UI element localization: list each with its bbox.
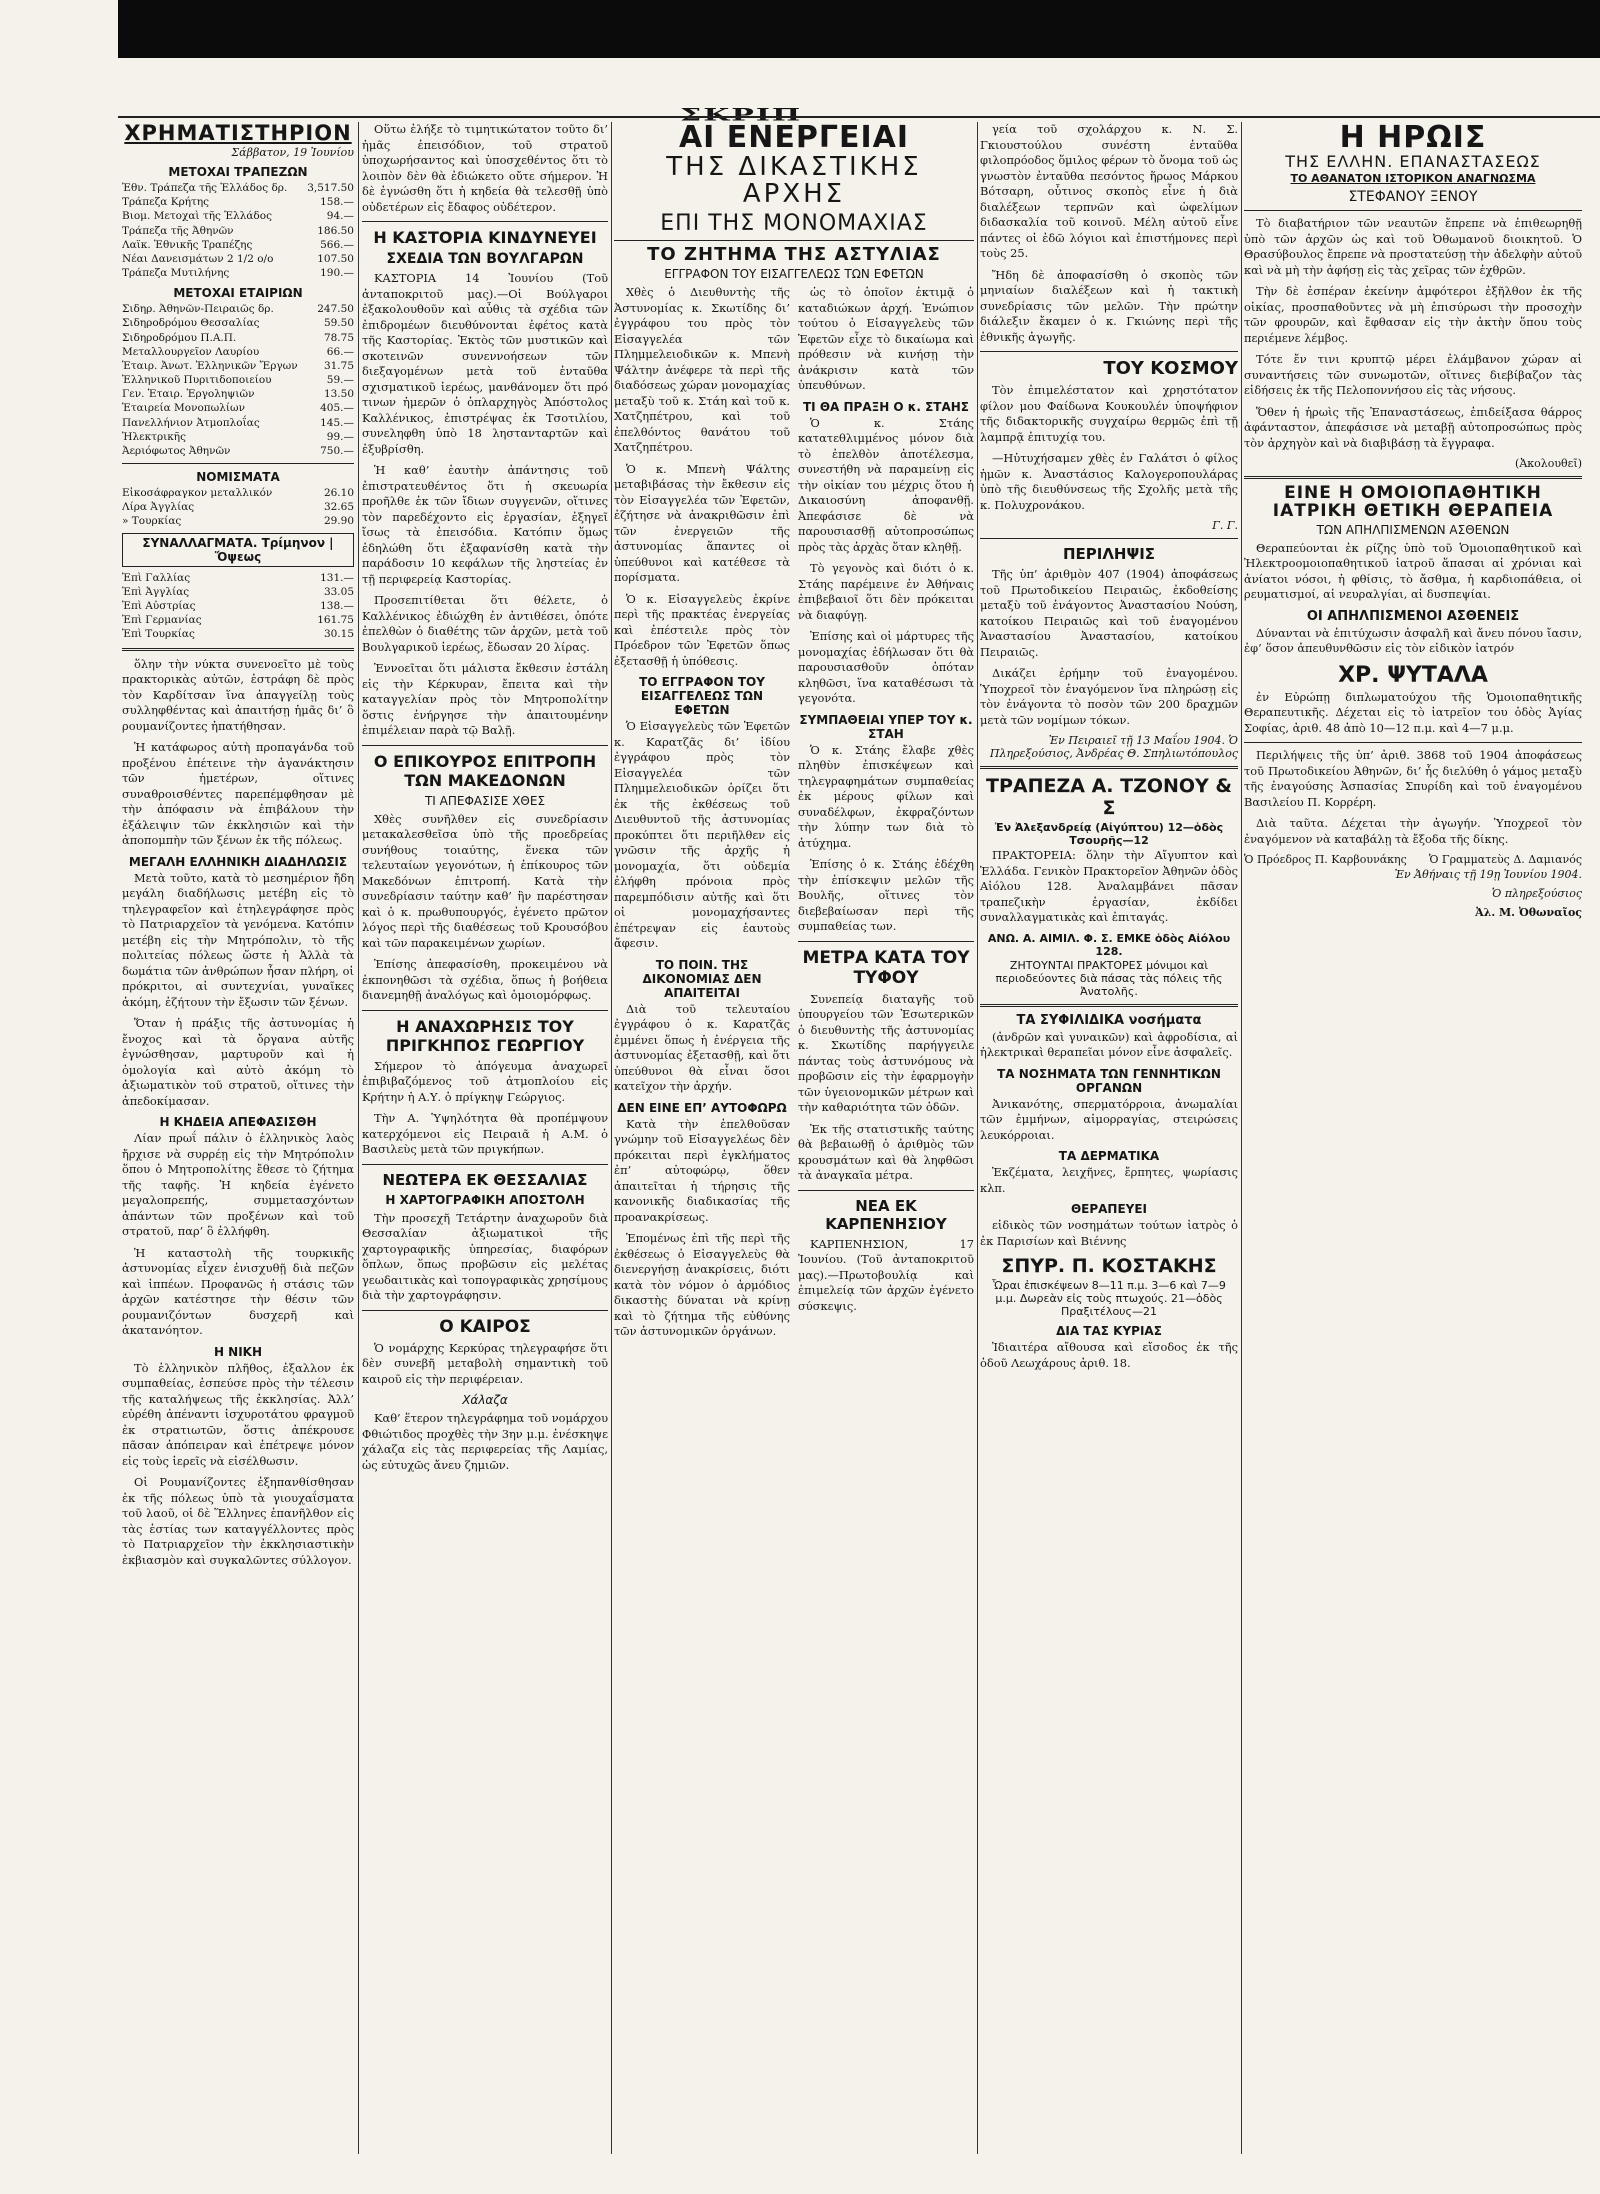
paragraph: ΠΡΑΚΤΟΡΕΙΑ: ὅλην τὴν Αἴγυπτον καὶ Ἑλλάδα. Γενικὸν Πρακτορεῖον Ἀθηνῶν ὁδὸς Αἰόλου 128. Ἀναλαμβάνει πᾶσαν τραπεζικὴν ἐργασίαν, ἐκδίδει συναλλαγματικὰς καὶ ἐπιταγάς. (980, 848, 1238, 924)
table-row: Σιδηρ. Ἀθηνῶν-Πειραιῶς δρ. 247.50 (122, 303, 354, 316)
table-row: Ἐπὶ Γερμανίας 161.75 (122, 614, 354, 627)
section-heading: ΤΟ ΕΓΓΡΑΦΟΝ ΤΟΥ ΕΙΣΑΓΓΕΛΕΩΣ ΤΩΝ ΕΦΕΤΩΝ (639, 675, 765, 718)
table-row: Τράπεζα Μυτιλήνης 190.— (122, 267, 354, 280)
paragraph: Τὸ διαβατήριον τῶν νεαυτῶν ἔπρεπε νὰ ἐπιθεωρηθῇ ὑπὸ τῶν ἀρχῶν ὡς καὶ τοῦ Ὀθωμανοῦ διοικητοῦ. Ὁ Θρασύβουλος ἔπρεπε νὰ προστατεύσῃ τὴν ἀδελφὴν αὐτοῦ καὶ νὰ μὴ τὴν ἀφήσῃ εἰς τὰς χεῖρας τῶν ἐχθρῶν. (1244, 216, 1582, 277)
section-heading: Η ΝΙΚΗ (213, 1344, 263, 1359)
paragraph: Συνεπείᾳ διαταγῆς τοῦ ὑπουργείου τῶν Ἐσωτερικῶν ὁ διευθυντὴς τῆς ἀστυνομίας κ. Σκωτίδης παρήγγειλε πάντας τοὺς ἀστυνόμους νὰ προβῶσιν εἰς τὴν ἐφαρμογὴν τῶν ὑγειονομικῶν μέτρων καὶ τὴν καθαριότητα τῶν ὁδῶν. (798, 991, 974, 1115)
table-row: Ἐπὶ Ἀγγλίας 33.05 (122, 585, 354, 598)
committee-subheadline: ΤΙ ΑΠΕΦΑΣΙΣΕ ΧΘΕΣ (424, 793, 546, 808)
paragraph: Τότε ἔν τινι κρυπτῷ μέρει ἐλάμβανον χώραν αἱ συναντήσεις τῶν συνωμοτῶν, οἵτινες διεβίβαζον τὰς εἰδήσεις ἐκ τῆς Πελοποννήσου εἰς τὰς νήσους. (1244, 352, 1582, 398)
weather-headline: Ο ΚΑΙΡΟΣ (439, 1316, 531, 1337)
section-heading: ΔΕΝ ΕΙΝΕ ΕΠ’ ΑΥΤΟΦΩΡΩ (617, 1100, 787, 1115)
table-row: Ἑταιρ. Ἀνωτ. Ἐλληνικῶν Ἔργων 31.75 (122, 359, 354, 372)
table-row: Εἰκοσάφραγκον μεταλλικόν 26.10 (122, 487, 354, 500)
paragraph: Τῆς ὑπ’ ἀριθμὸν 407 (1904) ἀποφάσεως τοῦ Πρωτοδικείου Πειραιῶς, ἐκδοθείσης μεταξὺ τοῦ ἐνάγοντος Ἀναστασίου Νούση, κατοίκου Πειραιῶς καὶ τοῦ ἐναγομένου Ἀναστασίου Ἀναστασίου, κατοίκου Πειραιῶς. (980, 567, 1238, 659)
hail-subheading: Χάλαζα (462, 1393, 508, 1407)
paragraph: Ἰδιαιτέρα αἴθουσα καὶ εἴσοδος ἐκ τῆς ὁδοῦ Λεωχάρους ἀριθ. 18. (980, 1340, 1238, 1370)
table-row: Ἑταιρεία Μονοπωλίων 405.— (122, 402, 354, 415)
ad-heading: ΤΑ ΝΟΣΗΜΑΤΑ ΤΩΝ ΓΕΝΝΗΤΙΚΩΝ ΟΡΓΑΝΩΝ (997, 1066, 1221, 1095)
paragraph: Ἐπίσης καὶ οἱ μάρτυρες τῆς μονομαχίας ἐδήλωσαν ὅτι θὰ παρουσιασθοῦν ὁπόταν κληθῶσι, ἵνα καταθέσωσι τὰ γεγονότα. (798, 629, 974, 706)
masthead: ΣΚΡΙΠ (680, 105, 803, 126)
karpenisi-headline: ΝΕΑ ΕΚ ΚΑΡΠΕΝΗΣΙΟΥ (825, 1196, 947, 1233)
companies-table (122, 302, 354, 458)
notice-headline: ΠΕΡΙΛΗΨΙΣ (1062, 545, 1156, 563)
signature-date: Ἐν Ἀθήναις τῇ 19ῃ Ἰουνίου 1904. (1394, 868, 1582, 882)
table-row: Γεν. Ἑταιρ. Ἐργοληψιῶν 13.50 (122, 388, 354, 401)
table-row: Τράπεζα Κρήτης 158.— (122, 196, 354, 209)
paragraph: Περιλήψεις τῆς ὑπ’ ἀριθ. 3868 τοῦ 1904 ἀποφάσεως τοῦ Πρωτοδικείου Ἀθηνῶν, δι’ ἧς διελύθη ὁ γάμος μεταξὺ τῆς ἐναγούσης Ἀσπασίας Σπυρίδη καὶ τοῦ ἐναγομένου Βασιλείου Π. Κορρέρη. (1244, 748, 1582, 809)
paragraph: Τὴν προσεχῆ Τετάρτην ἀναχωροῦν διὰ Θεσσαλίαν ἀξιωματικοὶ τῆς χαρτογραφικῆς ὑπηρεσίας, διαφόρων ὅπλων, ὅπως προβῶσιν εἰς μελέτας γεωδαιτικὰς καὶ τοπογραφικὰς χρησίμους διὰ τὴν χαρτογράφησιν. (362, 1210, 608, 1302)
paragraph: Τὸ ἑλληνικὸν πλῆθος, ἐξαλλον ἐκ συμπαθείας, ἐσπεύσε πρὸς τὴν τέλεσιν τῆς καταλήψεως τῆς ἐκκλησίας. Ἀλλ’ εὑρέθη ἀπέναντι ἰσχυροτάτου φραγμοῦ ἐκ στρατιωτῶν, ὅστις ἀπέκρουσε πᾶσαν ἀπόπειραν καὶ ἐπέτρεψε μόνον εἰς τοὺς ἱερεῖς νὰ εἰσέλθωσιν. (122, 1360, 354, 1468)
paragraph: Τὴν δὲ ἐσπέραν ἐκείνην ἀμφότεροι ἐξῆλθον ἐκ τῆς οἰκίας, προσπαθοῦντες νὰ μὴ ἐπισύρωσι τὴν προσοχὴν τῶν φρουρῶν, καὶ ἔφθασαν εἰς τὴν ἀκτὴν ὅπου τοὺς περιέμενε λέμβος. (1244, 284, 1582, 345)
section-heading: ΣΥΜΠΑΘΕΙΑΙ ΥΠΕΡ ΤΟΥ κ. ΣΤΑΗ (799, 712, 973, 741)
ad-heading: ΔΙΑ ΤΑΣ ΚΥΡΙΑΣ (1056, 1324, 1162, 1338)
paragraph: γεία τοῦ σχολάρχου κ. Ν. Σ. Γκιουστούλου συνέστη ἐνταῦθα φιλοπρόοδος ὅμιλος φέρων τὸ ὄνομα τοῦ ὡς γνωστὸν ἐνταῦθα πεσόντος ἥρωος Μάρκου Βότσαρη, οὗτινος σκοπὸς εἶνε ἡ διὰ διαλέξεων τερπνῶν καὶ ὠφελίμων διδασκαλία τοῦ κοινοῦ. Μέλη αὐτοῦ εἶνε πάντες οἱ ἐδῶ λόγιοι καὶ ἐπιστήμονες περὶ τοὺς 25. (980, 122, 1238, 260)
paragraph: Ἐπίσης ἀπεφασίσθη, προκειμένου νὰ ἐκπονηθῶσι τὰ σχέδια, ὅπως ἡ βοήθεια διανεμηθῇ ἀναλόγως καὶ ὁμοιομόρφως. (362, 957, 608, 1002)
paragraph: Δύνανται νὰ ἐπιτύχωσιν ἀσφαλῆ καὶ ἄνευ πόνου ἴασιν, ἐφ’ ὅσον ἀπευθυνθῶσιν εἰς τὸν εἰδικὸν ἰατρόν (1244, 625, 1582, 656)
homeopathy-ad-title-2: ΙΑΤΡΙΚΗ ΘΕΤΙΚΗ ΘΕΡΑΠΕΙΑ (1272, 501, 1554, 522)
table-row: Τράπεζα τῆς Ἀθηνῶν 186.50 (122, 224, 354, 237)
committee-headline: Ο ΕΠΙΚΟΥΡΟΣ ΕΠΙΤΡΟΠΗ ΤΩΝ ΜΑΚΕΔΟΝΩΝ (373, 751, 597, 790)
paragraph: Κατὰ τὴν ἐπελθοῦσαν γνώμην τοῦ Εἰσαγγελέως δὲν πρόκειται περὶ ἐγκλήματος ἐπ’ αὐτοφώρῳ, ὅθεν ἀπαιτεῖται ἡ τήρησις τῆς κανονικῆς διαδικασίας τῆς προανακρίσεως. (614, 1116, 790, 1224)
thessaly-headline: ΝΕΩΤΕΡΑ ΕΚ ΘΕΣΣΑΛΙΑΣ (382, 1170, 588, 1189)
serial-title: Η ΗΡΩΙΣ (1339, 122, 1487, 155)
table-row: Ἑλληνικοῦ Πυριτιδοποιείου 59.— (122, 374, 354, 387)
table-row: Ἐπὶ Τουρκίας 30.15 (122, 628, 354, 641)
table-row: Ἀεριόφωτος Ἀθηνῶν 750.— (122, 444, 354, 457)
lead-headline-4: ΤΟ ΖΗΤΗΜΑ ΤΗΣ ΑΣΤΥΛΙΑΣ (647, 244, 941, 266)
table-row: Πανελλήνιον Ἀτμοπλοΐας 145.— (122, 416, 354, 429)
exchange-table (122, 571, 354, 642)
table-row: » Τουρκίας 29.90 (122, 515, 354, 528)
column-notices (980, 122, 1238, 2154)
paragraph: Σήμερον τὸ ἀπόγευμα ἀναχωρεῖ ἐπιβιβαζόμενος τοῦ ἀτμοπλοίου εἰς Κρήτην ἡ Α.Υ. ὁ πρίγκηψ Γεώργιος. (362, 1058, 608, 1104)
section-heading: Η ΚΗΔΕΙΑ ΑΠΕΦΑΣΙΣΘΗ (159, 1115, 317, 1130)
paragraph: Διὰ τοῦ τελευταίου ἐγγράφου ὁ κ. Καρατζᾶς ἐμμένει ὅπως ἡ ἐνέργεια τῆς ἀστυνομίας ἐξετασθῇ, καὶ ὅτι ὑπεύθυνοι θὰ εἶναι ὅσοι κατεῖχον τὴν ἀρχήν. (614, 1001, 790, 1094)
paragraph: Τὴν Α. Ὑψηλότητα θὰ προπέμψουν κατερχόμενοι εἰς Πειραιᾶ ἡ Α.Μ. ὁ Βασιλεὺς μετὰ τῶν πριγκήπων. (362, 1111, 608, 1156)
thessaly-subheadline: Η ΧΑΡΤΟΓΡΑΦΙΚΗ ΑΠΟΣΤΟΛΗ (385, 1192, 585, 1207)
paragraph: Ὁ κ. Μπενὴ Ψάλτης μεταβιβάσας τὴν ἔκθεσιν εἰς τὸν Εἰσαγγελέα τῶν Ἐφετῶν, ἐζήτησε νὰ ἀνακριθῶσιν ἐπὶ τῶν ἐνεργειῶν τῆς ἀστυνομίας ἅπαντες οἱ ὑπεύθυνοι καὶ κατέθεσε τὰ πορίσματα. (614, 461, 790, 585)
column-serial (1244, 122, 1582, 2154)
table-row: Ἐθν. Τράπεζα τῆς Ἑλλάδος δρ. 3,517.50 (122, 182, 354, 195)
paragraph: Οὕτω ἐλήξε τὸ τιμητικώτατον τοῦτο δι’ ἡμᾶς ἐπεισόδιον, τοῦ στρατοῦ ὑποχωρήσαντος καὶ ὑποσχεθέντος ὅτι τὸ λοιπὸν δὲν θὰ ἐδιώκετο οὔτε σήμερον. Ἡ δὲ ἐγνώσθη ὅτι ἡ κηδεία θὰ τελεσθῇ ὑπὸ οὐδετέρων εἰς ἔδαφος οὐδέτερον. (362, 122, 608, 214)
column-stock-exchange (122, 122, 354, 2154)
exchange-heading: ΣΥΝΑΛΛΑΓΜΑΤΑ. Τρίμηνον | Ὄψεως (122, 533, 354, 567)
serial-author: ΣΤΕΦΑΝΟΥ ΞΕΝΟΥ (1348, 189, 1478, 206)
column-divider (977, 122, 978, 2154)
table-row: Σιδηροδρόμου Θεσσαλίας 59.50 (122, 317, 354, 330)
paragraph: Ἑπομένως ἐπὶ τῆς περὶ τῆς ἐκθέσεως ὁ Εἰσαγγελεὺς θὰ διενεργήσῃ ἀνακρίσεις, διότι κατὰ τὸν νόμον ὁ ἀρμόδιος δικαστὴς δύναται νὰ κρίνῃ καὶ τὸ ζήτημα τῆς εὐθύνης τῶν ἀστυνομικῶν ὀργάνων. (614, 1231, 790, 1339)
column-divider (611, 122, 612, 2154)
paragraph: Οἱ Ρουμανίζοντες ἐξηπανθίσθησαν ἐκ τῆς πόλεως ὑπὸ τὰ γιουχαΐσματα τοῦ λαοῦ, οἱ δὲ Ἕλληνες ἐπανῆλθον εἰς τὰς ἑστίας των καταγγέλλοντες πρὸς τὸ Πατριαρχεῖον τὴν ἐκκλησιαστικὴν ἐκβιασμὸν καὶ συγκαλῶντες σύλλογον. (122, 1475, 354, 1567)
homeopathy-ad-subtitle: ΤΩΝ ΑΠΗΛΠΙΣΜΕΝΩΝ ΑΣΘΕΝΩΝ (1316, 522, 1510, 537)
table-row: Νέαι Δανεισμάτων 2 1/2 ο/ο 107.50 (122, 252, 354, 265)
paragraph: Ὁ Εἰσαγγελεὺς τῶν Ἐφετῶν κ. Καρατζᾶς δι’ ἰδίου ἐγγράφου πρὸς τὸν Εἰσαγγελέα τῶν Πλημμελειοδικῶν ὁρίζει ὅτι ἐκ τῆς ἐκθέσεως τοῦ Διευθυντοῦ τῆς ἀστυνομίας προκύπτει ὅτι περιῆλθεν εἰς γνῶσιν τῆς ἀρχῆς ἡ μονομαχία, ὅτι οὐδεμία ἐλήφθη πρόνοια πρὸς παρεμπόδισιν αὐτῆς καὶ ὅτι οἱ μονομαχήσαντες ἐπέτρεψαν εἰς ἑαυτοὺς ἄφεσιν. (614, 719, 790, 951)
ad-heading: ΤΑ ΔΕΡΜΑΤΙΚΑ (1058, 1149, 1160, 1163)
serial-subtitle: ΤΗΣ ΕΛΛΗΝ. ΕΠΑΝΑΣΤΑΣΕΩΣ (1285, 151, 1541, 171)
paragraph: Θεραπεύονται ἐκ ρίζης ὑπὸ τοῦ Ὁμοιοπαθητικοῦ καὶ Ἠλεκτροομοιοπαθητικοῦ ἰατροῦ ἅπασαι αἱ χρόνιαι καὶ ἀνίατοι νόσοι, ἡ φθίσις, τὸ ἄσθμα, ἡ καρδιοπάθεια, οἱ ρευματισμοί, αἱ νευραλγίαι, αἱ δυσπεψίαι. (1244, 540, 1582, 602)
paragraph: Χθὲς ὁ Διευθυντὴς τῆς Ἀστυνομίας κ. Σκωτίδης δι’ ἐγγράφου του πρὸς τὸν Εἰσαγγελέα τῶν Πλημμελειοδικῶν κ. Μπενὴ Ψάλτην ἀνέφερε τὰ περὶ τῆς διαδόσεως χώραν μονομαχίας μεταξὺ τοῦ κ. Στάη καὶ τοῦ κ. Χατζηπέτρου, καὶ τοῦ ἐπελθόντος θανάτου τοῦ Χατζηπέτρου. (614, 285, 790, 455)
section-heading: ΤΙ ΘΑ ΠΡΑΞΗ Ο κ. ΣΤΑΗΣ (803, 399, 969, 414)
stock-exchange-date: Σάββατον, 19 Ἰουνίου (231, 146, 354, 160)
table-row: Βιομ. Μετοχαὶ τῆς Ἑλλάδος 94.— (122, 210, 354, 223)
column-divider (1241, 122, 1242, 2154)
office-hours: Ὧραι ἐπισκέψεων 8—11 π.μ. 3—6 καὶ 7—9 μ.μ. Δωρεὰν εἰς τοὺς πτωχούς. 21—ὁδὸς Πραξιτέλους—21 (992, 1279, 1226, 1318)
column-divider (358, 122, 359, 2154)
ad-heading: ΘΕΡΑΠΕΥΕΙ (1070, 1202, 1148, 1216)
bank-ad-title: ΤΡΑΠΕΖΑ Α. ΤΖΟΝΟΥ & Σ (986, 775, 1232, 819)
coins-table (122, 486, 354, 529)
signature-attorney-label: Ὁ πληρεξούσιος (1491, 887, 1582, 901)
paragraph: Ὁ κ. Στάης κατατεθλιμμένος μόνον διὰ τὸ ἐπελθὸν ἀποτέλεσμα, συνεστήθη νὰ παραμείνῃ εἰς τὴν οἰκίαν του μέχρις ὅτου ἡ Δικαιοσύνη ἀποφανθῇ. Ἀπεφάσισε δὲ νὰ παρουσιασθῇ αὐτοπροσώπως πρὸς τὰς ἀρχὰς ὅταν κληθῇ. (798, 415, 974, 554)
doctor-name: ΧΡ. ΨΥΤΑΛΑ (1338, 662, 1488, 688)
lead-headline-3: ΕΠΙ ΤΗΣ ΜΟΝΟΜΑΧΙΑΣ (660, 211, 928, 237)
paragraph: Ὅθεν ἡ ἡρωὶς τῆς Ἐπαναστάσεως, ἐπιδείξασα θάρρος ἀφάνταστον, ἀπεφάσισε νὰ μεταβῇ αὐτοπροσώπως πρὸς τὸν ἀρχηγὸν καὶ νὰ διαβιβάσῃ τὰ ἔγγραφα. (1244, 404, 1582, 450)
paragraph: Δικάζει ἐρήμην τοῦ ἐναγομένου. Ὑποχρεοῖ τὸν ἐναγόμενον ἵνα πληρώσῃ εἰς τὸν ἐνάγοντα τὸ ποσὸν τῶν 200 δραχμῶν μετὰ τῶν νομίμων τόκων. (980, 666, 1238, 727)
paragraph: Ὁ κ. Στάης ἔλαβε χθὲς πληθὺν ἐπισκέψεων καὶ τηλεγραφημάτων συμπαθείας ἐκ μέρους φίλων καὶ συναδέλφων, ἐκφραζόντων τὴν λύπην των διὰ τὸ ἀτύχημα. (798, 742, 974, 850)
bank-ad-agents: ΖΗΤΟΥΝΤΑΙ ΠΡΑΚΤΟΡΕΣ μόνιμοι καὶ περιοδεύοντες διὰ πάσας τὰς πόλεις τῆς Ἀνατολῆς. (995, 958, 1223, 998)
paragraph: Τὸν ἐπιμελέστατον καὶ χρηστότατον φίλον μου Φαίδωνα Κουκουλέν ὑποψήφιον τῆς διδακτορικῆς συγχαίρω θερμῶς ἐπὶ τῇ λαμπρᾷ ἐπιτυχίᾳ του. (980, 383, 1238, 444)
paragraph: —Ηὐτυχήσαμεν χθὲς ἐν Γαλάτσι ὁ φίλος ἡμῶν κ. Ἀναστάσιος Καλογεροπουλάρας ὑπὸ τῆς διευθύνσεως τῆς Σχολῆς μετὰ τῆς κ. Πολυχρονάκου. (980, 451, 1238, 512)
paragraph: Ἐννοεῖται ὅτι μάλιστα ἔκθεσιν ἐστάλη εἰς τὴν Κέρκυραν, ἔπειτα καὶ τὴν καταγγελίαν πρὸς τὸν Μητροπολίτην ὅστις ἐνήργησε τὴν ἀπαιτουμένην ἐπιμέλειαν παρὰ τῷ Βαλῇ. (362, 661, 608, 737)
paragraph: Μετὰ τοῦτο, κατὰ τὸ μεσημέριον ἤδη μεγάλη διαδήλωσις μετέβη εἰς τὸ τηλεγραφεῖον καὶ ἐτηλεγράφησε πρὸς τὸ Πατριαρχεῖον τὰ γενόμενα. Κατόπιν μετέβη εἰς τὴν Μητρόπολιν, τὸ τῆς πολιτείας πόλεως ὥστε ἡ Ἀλλὰ τὰ δωμάτια τῶν ἀνθρώπων ἦσαν πλήρη, οἱ πρόκριτοι, αἱ συντεχνίαι, γυναῖκες ἀκόμη, ἐζήτουν τὴν ἔξωσιν τῶν ξένων. (122, 870, 354, 1009)
table-row: Ἐπὶ Γαλλίας 131.— (122, 571, 354, 584)
paragraph: Ἀνικανότης, σπερματόρροια, ἀνωμαλίαι τῶν ἐμμήνων, αἱμορραγίας, στειρώσεις λευκόρροιαι. (980, 1096, 1238, 1142)
signature: Ἐν Πειραιεῖ τῇ 13 Μαΐου 1904. Ὁ Πληρεξούσιος, Ἀνδρέας Θ. Σπηλιωτόπουλος (989, 734, 1238, 760)
paragraph: Ἡ κατάφωρος αὐτὴ προπαγάνδα τοῦ προξένου ἐπέτεινε τὴν ἀγανάκτησιν τῶν ἡμετέρων, οἵτινες συναθροισθέντες παρεπέμφθησαν μὲ τὴν ἀπόφασιν νὰ ἐπιβάλουν τὴν ἐξάλειψιν τῶν ἐκκλησιῶν καὶ τὴν ἀποπομπὴν τῶν ξένων ἐκ τῆς πόλεως. (122, 740, 354, 848)
table-row: Λαϊκ. Ἐθνικῆς Τραπέζης 566.— (122, 238, 354, 251)
paragraph: ἐν Εὐρώπῃ διπλωματούχου τῆς Ὁμοιοπαθητικῆς Θεραπευτικῆς. Δέχεται εἰς τὸ ἰατρεῖον του ὁδὸς Ἀγίας Σοφίας, ἀριθ. 48 ἀπὸ 10—12 π.μ. καὶ 4—7 μ.μ. (1244, 689, 1582, 735)
paragraph: εἰδικὸς τῶν νοσημάτων τούτων ἰατρὸς ὁ ἐκ Παρισίων καὶ Βιέννης (980, 1218, 1238, 1248)
paragraph: Ἡ καθ’ ἑαυτὴν ἀπάντησις τοῦ ἐπιστρατευθέντος ὅτι ἡ σκευωρία προῆλθε ἐκ τῶν ἴδιων συγγενῶν, οἵτινες τὸν παρεδέχοντο εἰς ἐργασίαν, ἐξηγεῖ ἴσως τὰ ἐπεισόδια. Κατόπιν ὅμως ἐδηλώθη ὅτι ἐξαφανίσθη κατὰ τὴν παράδοσιν 10 κεφάλων τῆς ληστείας ἐν τῇ περιφερείᾳ Καστορίας. (362, 463, 608, 586)
paragraph: (ἀνδρῶν καὶ γυναικῶν) καὶ ἀφροδίσια, αἱ ἡλεκτρικαὶ θεραπεῖαι μόνον εἶνε ἀσφαλεῖς. (980, 1029, 1238, 1059)
prince-headline: Η ΑΝΑΧΩΡΗΣΙΣ ΤΟΥ ΠΡΙΓΚΗΠΟΣ ΓΕΩΡΓΙΟΥ (385, 1016, 585, 1055)
paragraph: Καθ’ ἕτερον τηλεγράφημα τοῦ νομάρχου Φθιώτιδος προχθὲς τὴν 3ην μ.μ. ἐνέσκηψε χάλαζα εἰς τὰς περιφερείας τῆς Λαμίας, ὡς εὐτυχῶς ἄνευ ζημιῶν. (362, 1411, 608, 1472)
column-lead-story (614, 122, 974, 2154)
table-row: Ἠλεκτρικῆς 99.— (122, 430, 354, 443)
paragraph: Ἤδη δὲ ἀποφασίσθη ὁ σκοπὸς τῶν μηνιαίων διαλέξεων καὶ ἡ τακτικὴ συνεδρίασις τῶν μελῶν. Τὴν πρώτην διάλεξιν ἔκαμεν ὁ κ. Γκιώνης περὶ τῆς ἐθνικῆς ἀγωγῆς. (980, 267, 1238, 344)
paragraph: ΚΑΡΠΕΝΗΣΙΟΝ, 17 Ἰουνίου. (Τοῦ ἀνταποκριτοῦ μας).—Πρωτοβουλίᾳ καὶ ἐπιμελείᾳ τῶν ἀρχῶν ἐγένετο σύσκεψις. (798, 1236, 974, 1313)
table-row: Ἐπὶ Αὐστρίας 138.— (122, 600, 354, 612)
lead-subheadline: ΕΓΓΡΑΦΟΝ ΤΟΥ ΕΙΣΑΓΓΕΛΕΩΣ ΤΩΝ ΕΦΕΤΩΝ (664, 267, 924, 282)
paragraph: Ἐπίσης ὁ κ. Στάης ἐδέχθη τὴν ἐπίσκεψιν μελῶν τῆς Βουλῆς, οἵτινες τὸν διεβεβαίωσαν περὶ τῆς συμπαθείας των. (798, 857, 974, 934)
serial-tagline: ΤΟ ΑΘΑΝΑΤΟΝ ΙΣΤΟΡΙΚΟΝ ΑΝΑΓΝΩΣΜΑ (1290, 172, 1536, 186)
paragraph: Τὸ γεγονὸς καὶ διότι ὁ κ. Στάης παρέμεινε ἐν Ἀθήναις ἐπιβεβαιοῖ ὅτι δὲν πρόκειται νὰ διαφύγῃ. (798, 561, 974, 622)
table-row: Μεταλλουργεῖον Λαυρίου 66.— (122, 345, 354, 358)
paragraph: Χθὲς συνῆλθεν εἰς συνεδρίασιν μετακαλεσθεῖσα ὑπὸ τῆς προεδρείας συνήθους τοιαύτης, ἕνεκα τῶν τελευταίων γεγονότων, ἡ ἐπίκουρος τῶν Μακεδόνων ἐπιτροπή. Κατὰ τὴν συνεδρίασιν ταύτην καθ’ ἣν παρέστησαν καὶ ὁ κ. πρωθυπουργός, ἐγένετο πρῶτον λόγος περὶ τῆς διαθέσεως τοῦ Κρουσόβου καὶ τῶν παρακειμένων χωρίων. (362, 811, 608, 950)
signature: Γ. Γ. (1212, 519, 1238, 532)
ad-heading: ΤΑ ΣΥΦΙΛΙΔΙΚΑ νοσήματα (1016, 1012, 1202, 1028)
coins-heading: ΝΟΜΙΣΜΑΤΑ (196, 470, 280, 485)
typhus-headline: ΜΕΤΡΑ ΚΑΤΑ ΤΟΥ ΤΥΦΟΥ (802, 947, 970, 988)
lead-headline-2: ΤΗΣ ΔΙΚΑΣΤΙΚΗΣ ΑΡΧΗΣ (666, 151, 922, 209)
doctor-name: ΣΠΥΡ. Π. ΚΟΣΤΑΚΗΣ (1001, 1255, 1217, 1277)
ad-heading: ΟΙ ΑΠΗΛΠΙΣΜΕΝΟΙ ΑΣΘΕΝΕΙΣ (1306, 608, 1520, 624)
banks-heading: ΜΕΤΟΧΑΙ ΤΡΑΠΕΖΩΝ (168, 165, 308, 180)
paragraph: Ἐκζέματα, λειχῆνες, ἔρπητες, ψωρίασις κλπ. (980, 1165, 1238, 1195)
paragraph: Προσεπιτίθεται ὅτι θέλετε, ὁ Καλλένικος ἐδιώχθη ἐν ἀντιθέσει, ὁπότε ἐπελθὼν ὁ διαθέτης τῶν ἀρχῶν, μετὰ τοῦ Βουλγαρικοῦ ἱερέως, ἔδωσαν 20 λίρας. (362, 593, 608, 654)
paragraph: Ἡ καταστολὴ τῆς τουρκικῆς ἀστυνομίας εἶχεν ἐνισχυθῇ διὰ πεζῶν καὶ ἱππέων. Προφανῶς ἡ στάσις τῶν ἀρχῶν κατέστησε τὴν θέσιν τῶν ρουμανιζόντων δυσχερῆ καὶ ἀκατανόητον. (122, 1245, 354, 1338)
world-headline: ΤΟΥ ΚΟΣΜΟΥ (1103, 358, 1238, 379)
paragraph: ΚΑΣΤΟΡΙΑ 14 Ἰουνίου (Τοῦ ἀνταποκριτοῦ μας).—Οἱ Βούλγαροι ἐξακολουθοῦν καὶ αὖθις τὰ σχέδια τῶν ἐπιδρομέων διευθύνονται ἐφέτος κατὰ τῆς Καστορίας. Ἐκτὸς τῶν μυστικῶν καὶ σκοτεινῶν συνεννοήσεων τῶν διεξαγομένων μετὰ τοῦ ἐνταῦθα σχισματικοῦ ἱερέως, μανθάνομεν ὅτι πρό τινων ἡμερῶν ὁ ὁπλαρχηγὸς Ἀπόστολος Καλλένικος, ἐπιστρέψας ἐκ Τσοτιλίου, συνεληφθη ὑπὸ 18 ληστανταρτῶν καὶ ἐξυβρίσθη. (362, 271, 608, 456)
paragraph: Διὰ ταῦτα. Δέχεται τὴν ἀγωγήν. Ὑποχρεοῖ τὸν ἐναγόμενον νὰ καταβάλῃ τὰ ἔξοδα τῆς δίκης. (1244, 816, 1582, 846)
signature-secretary: Ὁ Γραμματεὺς Δ. Δαμιανός (1428, 853, 1582, 867)
kastoria-subheadline: ΣΧΕΔΙΑ ΤΩΝ ΒΟΥΛΓΑΡΩΝ (386, 251, 584, 267)
paragraph: ὡς τὸ ὁποῖον ἐκτιμᾷ ὁ καταδιώκων ἀρχή. Ἐνώπιον τούτου ὁ Εἰσαγγελεὺς τῶν Ἐφετῶν εἶχε τὸ δικαίωμα καὶ πρόθεσιν νὰ κινήσῃ τὴν ἀνάκρισιν κατὰ τῶν ὑπευθύνων. (798, 285, 974, 393)
continued-note: (Ἀκολουθεῖ) (1515, 457, 1582, 471)
masthead-rule (118, 116, 1600, 118)
signature-president: Ὁ Πρόεδρος Π. Καρβουνάκης (1244, 853, 1407, 867)
paragraph: Ὅταν ἡ πράξις τῆς ἀστυνομίας ἡ ἔνοχος καὶ τὰ ὄργανα αὐτῆς ἐγνώσθησαν, μαρτυροῦν καὶ ἡ ὁμολογία καὶ αὐτὸ ἀκόμη τὸ ἀξιωματικὸν τοῦ στρατοῦ, οἵτινες τὴν ἀπεδοκίμασαν. (122, 1016, 354, 1108)
paragraph: ὅλην τὴν νύκτα συνενοεῖτο μὲ τοὺς πρακτορικὰς αὐτῶν, ἐστράφη δὲ πρὸς τὸν Καρδίτσαν ἵνα ἀπαγγείλῃ τοὺς συλληφθέντας καὶ ἀπαιτήσῃ ἡμᾶς δι’ ὃ ρουμανίζοντες ἠπατήθησαν. (122, 656, 354, 733)
table-row: Λίρα Ἀγγλίας 32.65 (122, 501, 354, 514)
bank-ad-address: Ἐν Ἀλεξανδρείᾳ (Αἰγύπτου) 12—ὁδὸς Τσουρῆς—12 (994, 821, 1224, 847)
companies-heading: ΜΕΤΟΧΑΙ ΕΤΑΙΡΙΩΝ (173, 286, 303, 301)
section-heading: ΜΕΓΑΛΗ ΕΛΛΗΝΙΚΗ ΔΙΑΔΗΛΩΣΙΣ (128, 854, 348, 869)
paragraph: Λίαν πρωΐ πάλιν ὁ ἑλληνικὸς λαὸς ἤρχισε νὰ συρρέῃ εἰς τὴν Μητρόπολιν ὅπου ὁ Μητροπολίτης ἔθεσε τὸ ζήτημα τῆς ταφῆς. Ἡ κηδεία ἐγένετο μεγαλοπρεπής, συμμετασχόντων ἁπάντων τῶν προξένων καὶ τοῦ στρατοῦ, παρ’ ὃ ἐλλήφθη. (122, 1131, 354, 1239)
bank-ad-address-2: ΑΝΩ. Α. ΑΙΜΙΛ. Φ. Σ. ΕΜΚΕ ὁδὸς Αἰόλου 128. (987, 931, 1231, 958)
homeopathy-ad-title: ΕΙΝΕ Η ΟΜΟΙΟΠΑΘΗΤΙΚΗ (1284, 483, 1542, 504)
banks-table (122, 181, 354, 280)
section-heading: ΤΟ ΠΟΙΝ. ΤΗΣ ΔΙΚΟΝΟΜΙΑΣ ΔΕΝ ΑΠΑΙΤΕΙΤΑΙ (642, 957, 762, 1000)
paragraph: Ὁ νομάρχης Κερκύρας τηλεγραφήσε ὅτι δὲν συνεβῆ μεταβολὴ σημαντικὴ τοῦ καιροῦ εἰς τὴν περιφέρειαν. (362, 1340, 608, 1386)
kastoria-headline: Η ΚΑΣΤΟΡΙΑ ΚΙΝΔΥΝΕΥΕΙ (373, 228, 597, 247)
stock-exchange-title: ΧΡΗΜΑΤΙΣΤΗΡΙΟΝ (124, 122, 352, 145)
column-news (362, 122, 608, 2154)
lead-headline-1: ΑΙ ΕΝΕΡΓΕΙΑΙ (678, 122, 910, 155)
table-row: Σιδηροδρόμου Π.Α.Π. 78.75 (122, 331, 354, 344)
paragraph: Ἐκ τῆς στατιστικῆς ταύτης θὰ βεβαιωθῇ ὁ ἀριθμὸς τῶν κρουσμάτων καὶ θὰ ληφθῶσι τὰ ἀναγκαῖα μέτρα. (798, 1121, 974, 1183)
paragraph: Ὁ κ. Εἰσαγγελεὺς ἐκρίνε περὶ τῆς πρακτέας ἐνεργείας καὶ ἐπέστειλε πρὸς τὸν Πρόεδρον τῶν Ἐφετῶν ὅπως ἐξετασθῇ ἡ ὑπόθεσις. (614, 591, 790, 668)
top-black-band (118, 0, 1600, 58)
signature-attorney: Ἀλ. Μ. Ὀθωναῖος (1475, 906, 1582, 920)
